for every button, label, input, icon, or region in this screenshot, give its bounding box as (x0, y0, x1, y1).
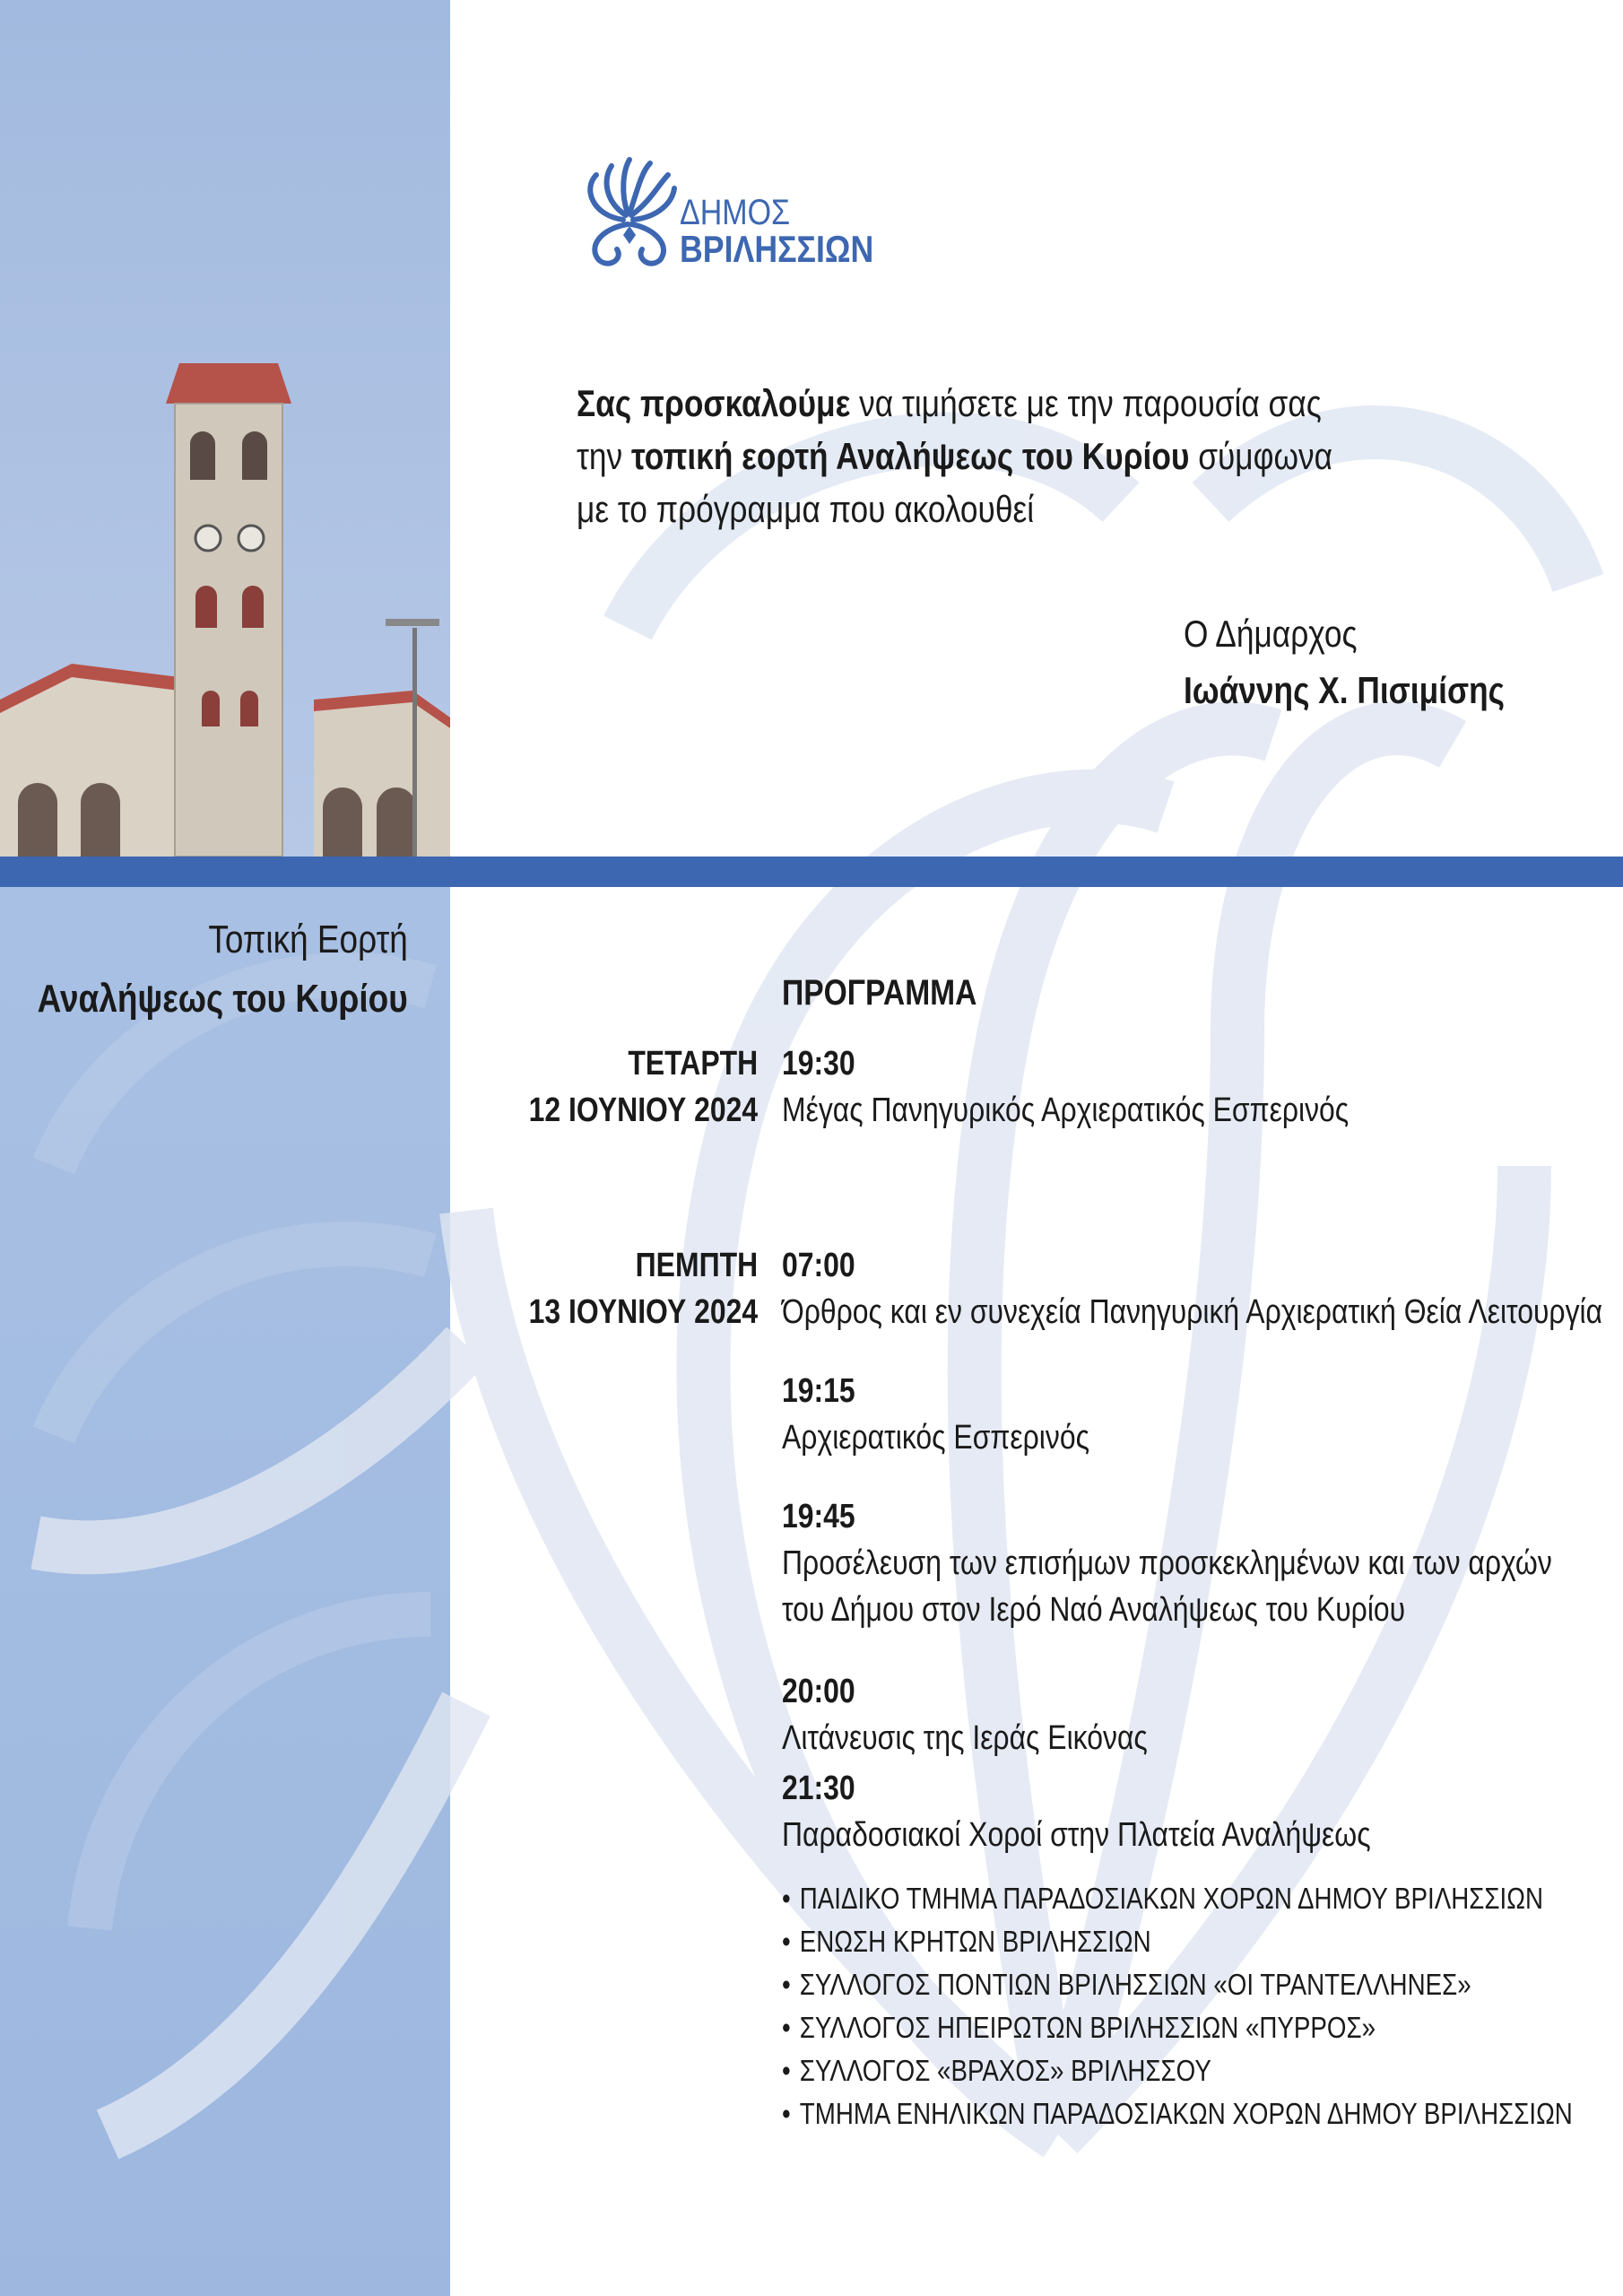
day-date: 13 ΙΟΥΝΙΟΥ 2024 (528, 1293, 758, 1331)
event-item (782, 1493, 1623, 1633)
invitation-rest-2: σύμφωνα (1189, 435, 1333, 477)
logo-text-dimos: ΔΗΜΟΣ (680, 193, 791, 232)
invitation-rest-1: να τιμήσετε με την παρουσία σας (850, 382, 1322, 424)
event-item (782, 1040, 1457, 1134)
blue-divider-band (0, 857, 1623, 887)
signer-role: Ο Δήμαρχος (1184, 613, 1358, 655)
signer-block (1184, 605, 1566, 718)
invitation-line-2 (577, 430, 1332, 483)
list-item: • ΣΥΛΛΟΓΟΣ ΠΟΝΤΙΩΝ ΒΡΙΛΗΣΣΙΩΝ «ΟΙ ΤΡΑΝΤΕΛΛΗΝΕΣ» (782, 1963, 1573, 2006)
event-item (782, 1765, 1483, 1858)
list-item: • ΤΜΗΜΑ ΕΝΗΛΙΚΩΝ ΠΑΡΑΔΟΣΙΑΚΩΝ ΧΟΡΩΝ ΔΗΜΟΥ ΒΡΙΛΗΣΣΙΩΝ (782, 2092, 1573, 2135)
event-text: Αρχιερατικός Εσπερινός (782, 1419, 1090, 1457)
list-item: • ΠΑΙΔΙΚΟ ΤΜΗΜΑ ΠΑΡΑΔΟΣΙΑΚΩΝ ΧΟΡΩΝ ΔΗΜΟΥ ΒΡΙΛΗΣΣΙΩΝ (782, 1877, 1573, 1920)
event-time: 20:00 (782, 1673, 855, 1710)
event-item (782, 1668, 1217, 1761)
event-item (782, 1368, 1148, 1461)
list-item: • ΕΝΩΣΗ ΚΡΗΤΩΝ ΒΡΙΛΗΣΣΙΩΝ (782, 1920, 1573, 1963)
invitation-bold-2: τοπική εορτή Αναλήψεως του Κυρίου (631, 435, 1190, 477)
logo-text-vrilission: ΒΡΙΛΗΣΣΙΩΝ (680, 228, 874, 270)
day-weekday: ΤΕΤΑΡΤΗ (628, 1045, 758, 1083)
dance-groups-list (782, 1877, 1623, 2135)
event-text: Όρθρος και εν συνεχεία Πανηγυρική Αρχιερατική Θεία Λειτουργία (782, 1293, 1603, 1331)
invitation-bold-1: Σας προσκαλούμε (577, 382, 851, 424)
invitation-text (577, 377, 1477, 535)
day-date: 12 ΙΟΥΝΙΟΥ 2024 (528, 1091, 758, 1129)
day-weekday: ΠΕΜΠΤΗ (635, 1247, 758, 1284)
list-item: • ΣΥΛΛΟΓΟΣ «ΒΡΑΧΟΣ» ΒΡΙΛΗΣΣΟΥ (782, 2049, 1573, 2092)
event-time: 07:00 (782, 1247, 855, 1284)
festival-title (0, 910, 408, 1029)
signer-name: Ιωάννης Χ. Πισιμίσης (1184, 669, 1506, 711)
program-heading: ΠΡΟΓΡΑΜΜΑ (782, 973, 977, 1013)
event-text-line-2: του Δήμου στον Ιερό Ναό Αναλήψεως του Κυρίου (782, 1591, 1406, 1629)
event-time: 19:30 (782, 1045, 855, 1083)
event-text: Προσέλευση των επισήμων προσκεκλημένων και των αρχών (782, 1544, 1552, 1582)
event-text: Παραδοσιακοί Χοροί στην Πλατεία Αναλήψεως (782, 1816, 1371, 1854)
day-label-wednesday (485, 1040, 758, 1134)
event-time: 21:30 (782, 1770, 855, 1807)
event-text: Λιτάνευσις της Ιεράς Εικόνας (782, 1719, 1148, 1757)
list-item: • ΣΥΛΛΟΓΟΣ ΗΠΕΙΡΩΤΩΝ ΒΡΙΛΗΣΣΙΩΝ «ΠΥΡΡΟΣ» (782, 2006, 1573, 2049)
event-time: 19:45 (782, 1498, 855, 1535)
festival-title-line-1: Τοπική Εορτή (208, 918, 408, 961)
invitation-line-1 (577, 377, 1332, 430)
invitation-pre-2: την (577, 435, 632, 477)
event-item (782, 1242, 1623, 1335)
day-label-thursday (485, 1242, 758, 1335)
festival-title-line-2: Αναλήψεως του Κυρίου (37, 977, 408, 1021)
invitation-line-3: με το πρόγραμμα που ακολουθεί (577, 488, 1035, 530)
event-text: Μέγας Πανηγυρικός Αρχιερατικός Εσπερινός (782, 1091, 1350, 1129)
event-time: 19:15 (782, 1372, 855, 1410)
church-photo (0, 0, 450, 857)
